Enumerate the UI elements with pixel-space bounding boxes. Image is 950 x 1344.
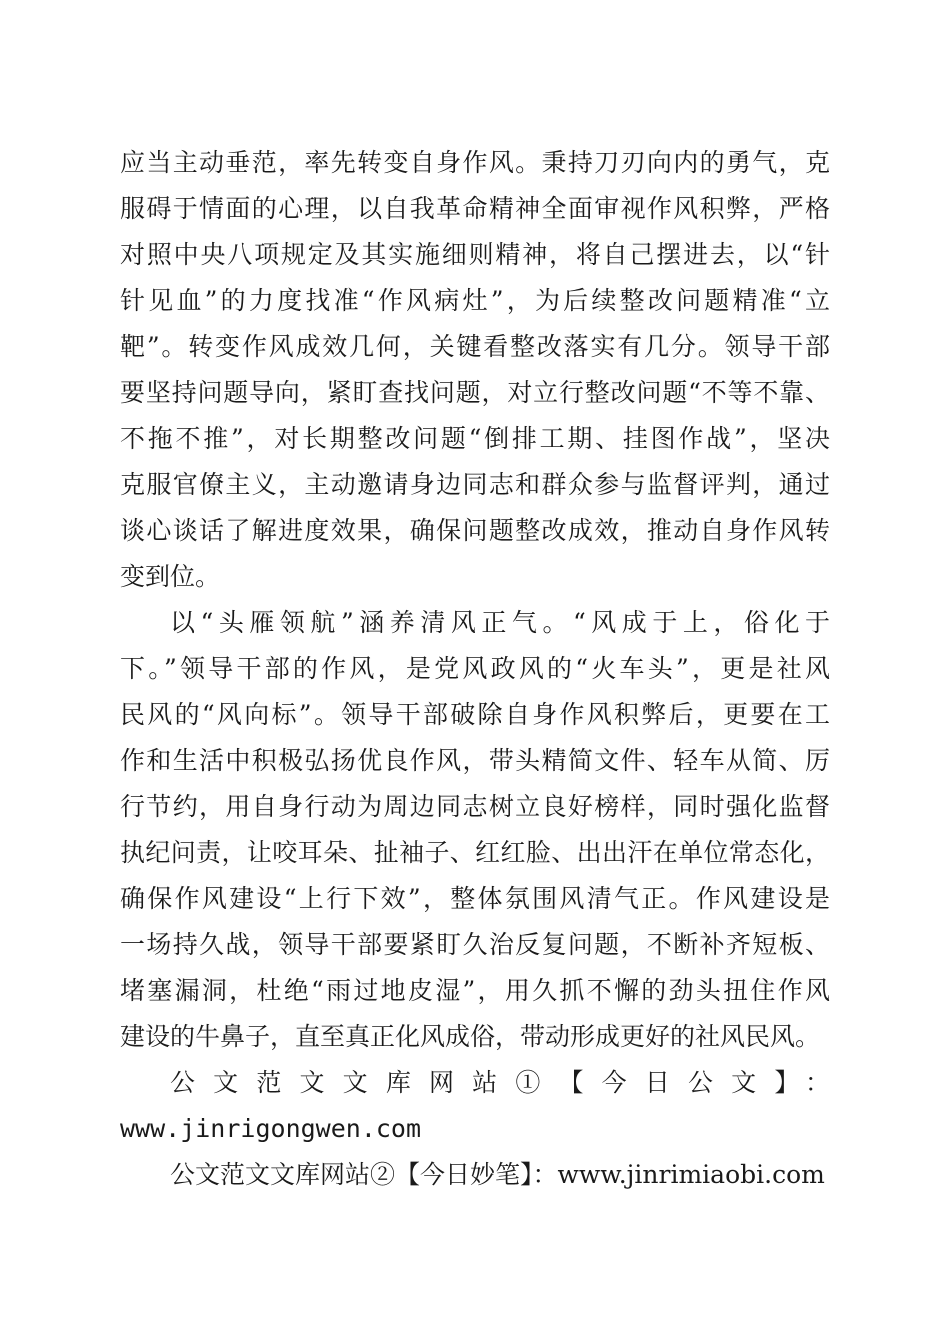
paragraph-1-line: 要坚持问题导向，紧盯查找问题，对立行整改问题“不等不靠、 — [120, 378, 830, 407]
paragraph-2-line: 行节约，用自身行动为周边同志树立良好榜样，同时强化监督 — [120, 792, 830, 821]
paragraph-2-line: 堵塞漏洞，杜绝“雨过地皮湿”，用久抓不懈的劲头扭住作风 — [120, 976, 830, 1005]
footer-site-1-url[interactable]: www.jinrigongwen.com — [120, 1114, 422, 1143]
footer-site-1-label: 公文范文文库网站①【今日公文】： — [170, 1068, 830, 1097]
paragraph-1 — [120, 140, 830, 600]
paragraph-2 — [120, 600, 830, 1060]
paragraph-2-line: 一场持久战，领导干部要紧盯久治反复问题，不断补齐短板、 — [120, 930, 830, 959]
footer-site-2[interactable]: 公文范文文库网站②【今日妙笔】：www.jinrimiaobi.com — [170, 1160, 825, 1189]
paragraph-1-line: 对照中央八项规定及其实施细则精神，将自己摆进去，以“针 — [120, 240, 830, 269]
paragraph-1-line: 靶”。转变作风成效几何，关键看整改落实有几分。领导干部 — [120, 332, 830, 361]
paragraph-1-line: 变到位。 — [120, 562, 221, 591]
paragraph-1-line: 针见血”的力度找准“作风病灶”，为后续整改问题精准“立 — [120, 286, 830, 315]
paragraph-2-line: 执纪问责，让咬耳朵、扯袖子、红红脸、出出汗在单位常态化， — [120, 838, 830, 867]
paragraph-1-line: 谈心谈话了解进度效果，确保问题整改成效，推动自身作风转 — [120, 516, 830, 545]
paragraph-2-line: 建设的牛鼻子，直至真正化风成俗，带动形成更好的社风民风。 — [120, 1022, 821, 1051]
paragraph-1-line: 应当主动垂范，率先转变自身作风。秉持刀刃向内的勇气，克 — [120, 148, 830, 177]
paragraph-1-line: 服碍于情面的心理，以自我革命精神全面审视作风积弊，严格 — [120, 194, 830, 223]
paragraph-2-line: 民风的“风向标”。领导干部破除自身作风积弊后，更要在工 — [120, 700, 830, 729]
paragraph-2-line: 确保作风建设“上行下效”，整体氛围风清气正。作风建设是 — [120, 884, 830, 913]
paragraph-2-line: 下。”领导干部的作风，是党风政风的“火车头”，更是社风 — [120, 654, 830, 683]
paragraph-1-line: 克服官僚主义，主动邀请身边同志和群众参与监督评判，通过 — [120, 470, 830, 499]
footer-links — [120, 1060, 830, 1198]
paragraph-1-line: 不拖不推”，对长期整改问题“倒排工期、挂图作战”，坚决 — [120, 424, 830, 453]
paragraph-2-line: 以“头雁领航”涵养清风正气。“风成于上，俗化于 — [170, 608, 830, 637]
paragraph-2-line: 作和生活中积极弘扬优良作风，带头精简文件、轻车从简、厉 — [120, 746, 830, 775]
